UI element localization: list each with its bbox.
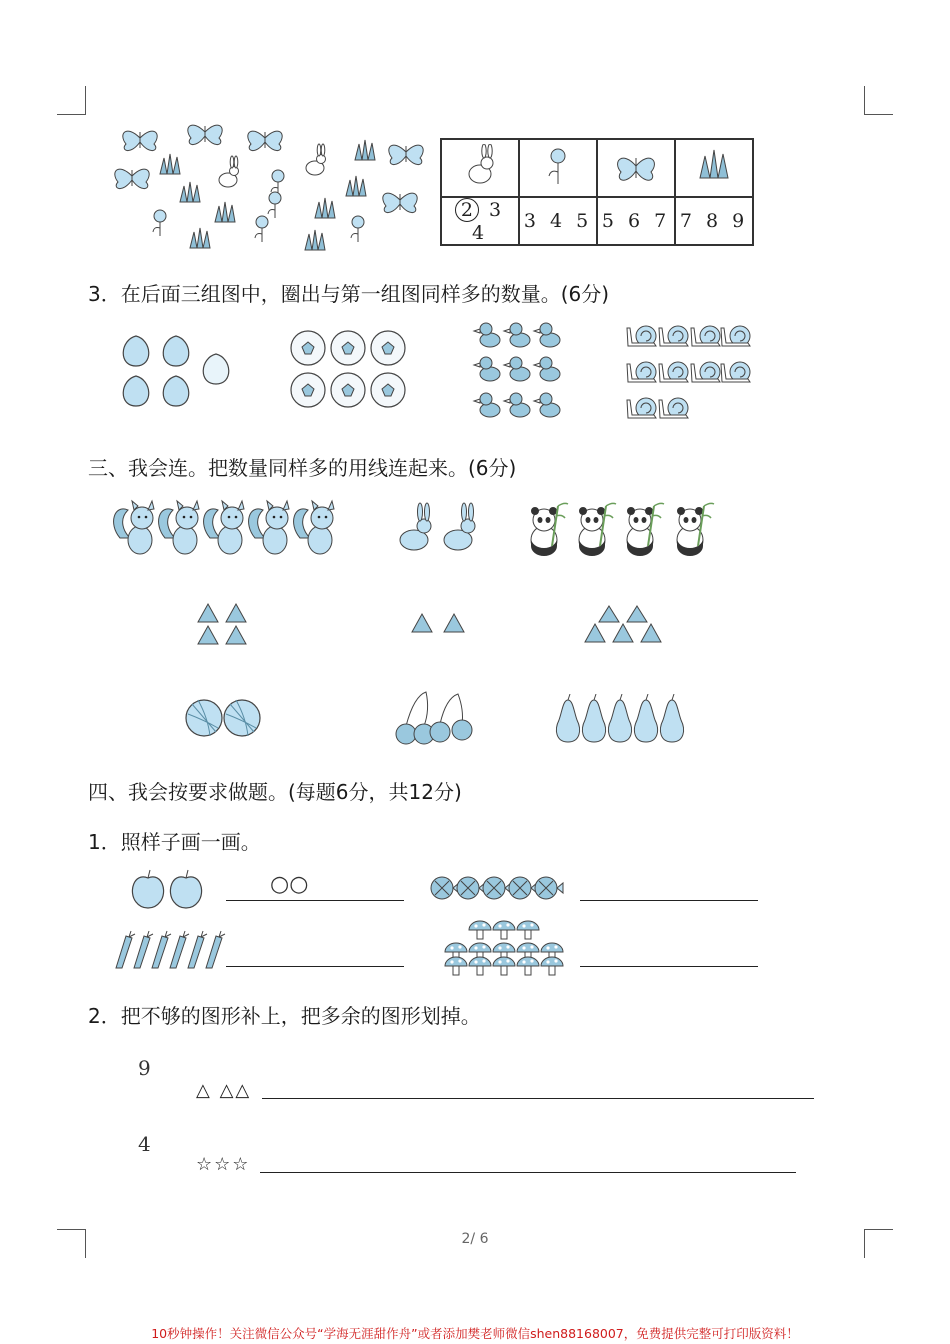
sweets-group (428, 872, 568, 904)
mushrooms-group (440, 916, 566, 976)
cherries-group[interactable] (392, 690, 482, 746)
squirrels-group[interactable] (110, 498, 346, 556)
watermelons-group[interactable] (184, 696, 264, 740)
ducks-group[interactable] (472, 318, 564, 424)
table-cell-grass (675, 139, 753, 197)
option-cell-2[interactable]: 3 4 5 (519, 197, 597, 245)
section-4-text: 四、我会按要求做题。(每题6分，共12分) (88, 780, 462, 804)
answer-line-stars[interactable] (260, 1152, 796, 1173)
footer-notice: 10秒钟操作！关注微信公众号“学海无涯甜作舟”或者添加樊老师微信shen88168007，免费提供完整可打印版资料！ (151, 1326, 799, 1341)
crop-mark-top-right (864, 86, 893, 115)
table-cell-butterfly (597, 139, 675, 197)
triangles-row: △ △△ (196, 1080, 252, 1101)
option-cell-4[interactable]: 7 8 9 (675, 197, 753, 245)
option-cell-3[interactable]: 5 6 7 (597, 197, 675, 245)
triangles-5[interactable] (582, 604, 664, 644)
target-number-4: 4 (138, 1132, 151, 1156)
circled-answer: 2 (455, 198, 479, 222)
rose-icon (543, 144, 573, 188)
answer-line-1[interactable] (226, 880, 404, 901)
grass-icon (696, 148, 732, 184)
answer-line-2[interactable] (580, 880, 758, 901)
crop-mark-top-left (57, 86, 86, 115)
pandas-group[interactable] (522, 496, 722, 558)
example-answer-circles: ○○ (270, 872, 309, 897)
rabbits-group[interactable] (394, 500, 484, 556)
snails-group[interactable] (624, 318, 754, 424)
rabbit-icon (460, 144, 500, 188)
peaches-group[interactable] (118, 330, 238, 410)
page-number: 2/ 6 (461, 1231, 489, 1247)
answer-line-3[interactable] (226, 946, 404, 967)
table-cell-rabbit (441, 139, 519, 197)
section-3-text: 三、我会连。把数量同样多的用线连起来。(6分) (88, 456, 517, 480)
triangles-2[interactable] (410, 612, 466, 634)
section-4-question-1-text: 1．照样子画一画。 (88, 830, 261, 854)
triangles-4[interactable] (194, 602, 250, 646)
soccer-balls-group[interactable] (288, 330, 408, 410)
answer-line-triangles[interactable] (262, 1078, 814, 1099)
carrots-group (112, 930, 226, 970)
answer-line-4[interactable] (580, 946, 758, 967)
target-number-9: 9 (138, 1056, 151, 1080)
question-3-text: 3．在后面三组图中，圈出与第一组图同样多的数量。(6分) (88, 282, 610, 306)
apples-group (128, 868, 208, 912)
stars-row: ☆☆☆ (196, 1154, 251, 1175)
table-cell-rose (519, 139, 597, 197)
section-4-question-2-text: 2．把不够的图形补上，把多余的图形划掉。 (88, 1004, 481, 1028)
butterfly-icon (614, 146, 658, 186)
scattered-objects-picture (110, 118, 430, 258)
pears-group[interactable] (552, 694, 692, 744)
counting-table (440, 138, 754, 246)
option-cell-1[interactable]: 2 3 4 (441, 197, 519, 245)
